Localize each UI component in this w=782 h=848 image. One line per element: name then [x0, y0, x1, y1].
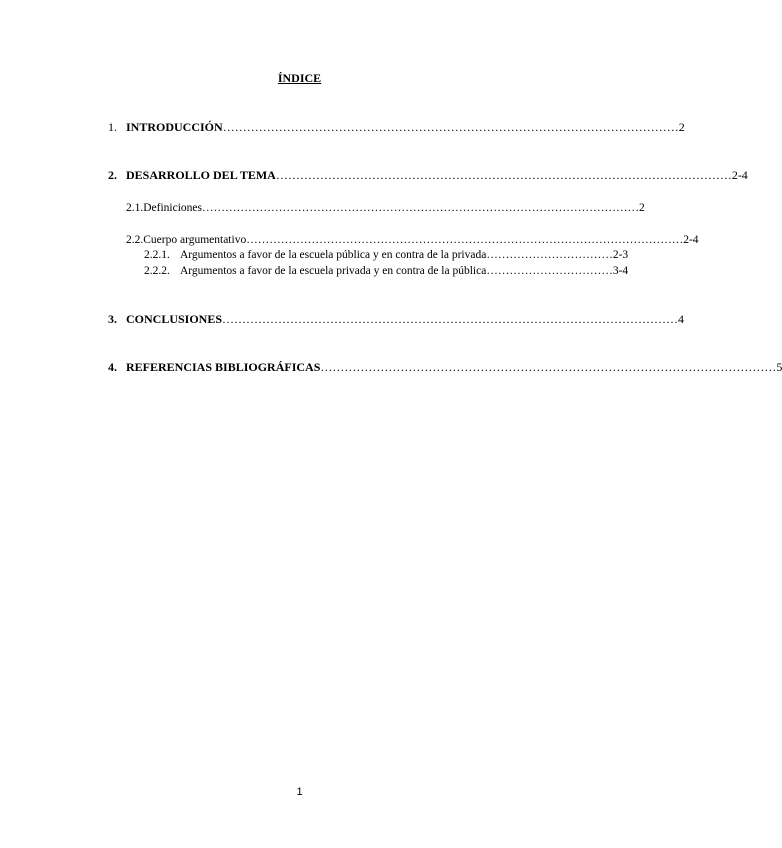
toc-entry-introduccion	[108, 120, 685, 134]
toc-leader-dots: ……………………………………………………………………………………………………	[246, 234, 684, 246]
toc-leader-dots: ……………………………………………………………………………………………………	[320, 360, 777, 374]
toc-leader-dots: ……………………………………………………………………………………………………	[222, 120, 679, 134]
toc-leader-dots: ……………………………………………………………………………………………………	[202, 202, 640, 214]
toc-leader-dots: ……………………………………………………………………………………………………	[222, 312, 679, 326]
toc-entry-page: 5	[776, 360, 782, 374]
toc-entry-2-2-1	[144, 248, 629, 262]
toc-entry-label: REFERENCIAS BIBLIOGRÁFICAS	[126, 360, 321, 374]
toc-entry-label: Argumentos a favor de la escuela pública y en contra de la privada	[180, 249, 487, 261]
toc-entry-conclusiones	[108, 312, 685, 326]
toc-entry-label: DESARROLLO DEL TEMA	[126, 168, 276, 182]
toc-entry-2-2-2	[144, 264, 629, 278]
toc-entry-label: Argumentos a favor de la escuela privada y en contra de la pública	[180, 265, 487, 277]
toc-entry-referencias	[108, 360, 782, 374]
toc-entry-page: 2-4	[731, 168, 748, 182]
index-title: ÍNDICE	[277, 71, 322, 85]
toc-entry-page: 2	[639, 202, 645, 214]
toc-entry-page: 2-4	[683, 234, 699, 246]
toc-entry-label: CONCLUSIONES	[126, 312, 223, 326]
toc-entry-number: 2.2.2.	[144, 265, 170, 277]
toc-entry-page: 3-4	[612, 265, 629, 277]
toc-leader-dots: ……………………………	[486, 265, 613, 277]
toc-entry-label: 2.1.Definiciones	[126, 202, 203, 214]
toc-entry-cuerpo-argumentativo	[126, 233, 699, 247]
toc-entry-number: 2.	[108, 168, 117, 182]
toc-leader-dots: ……………………………………………………………………………………………………	[275, 168, 732, 182]
toc-entry-page: 2-3	[612, 249, 629, 261]
toc-entry-number: 4.	[108, 360, 117, 374]
toc-entry-page: 4	[678, 312, 685, 326]
toc-entry-number: 1.	[108, 120, 117, 134]
toc-entry-label: 2.2.Cuerpo argumentativo	[126, 234, 247, 246]
page-number: 1	[296, 786, 303, 798]
toc-entry-page: 2	[678, 120, 685, 134]
toc-entry-desarrollo	[108, 168, 748, 182]
toc-entry-number: 2.2.1.	[144, 249, 170, 261]
toc-entry-definiciones	[126, 201, 645, 215]
toc-leader-dots: ……………………………	[486, 249, 613, 261]
toc-entry-label: INTRODUCCIÓN	[126, 120, 223, 134]
toc-entry-number: 3.	[108, 312, 117, 326]
